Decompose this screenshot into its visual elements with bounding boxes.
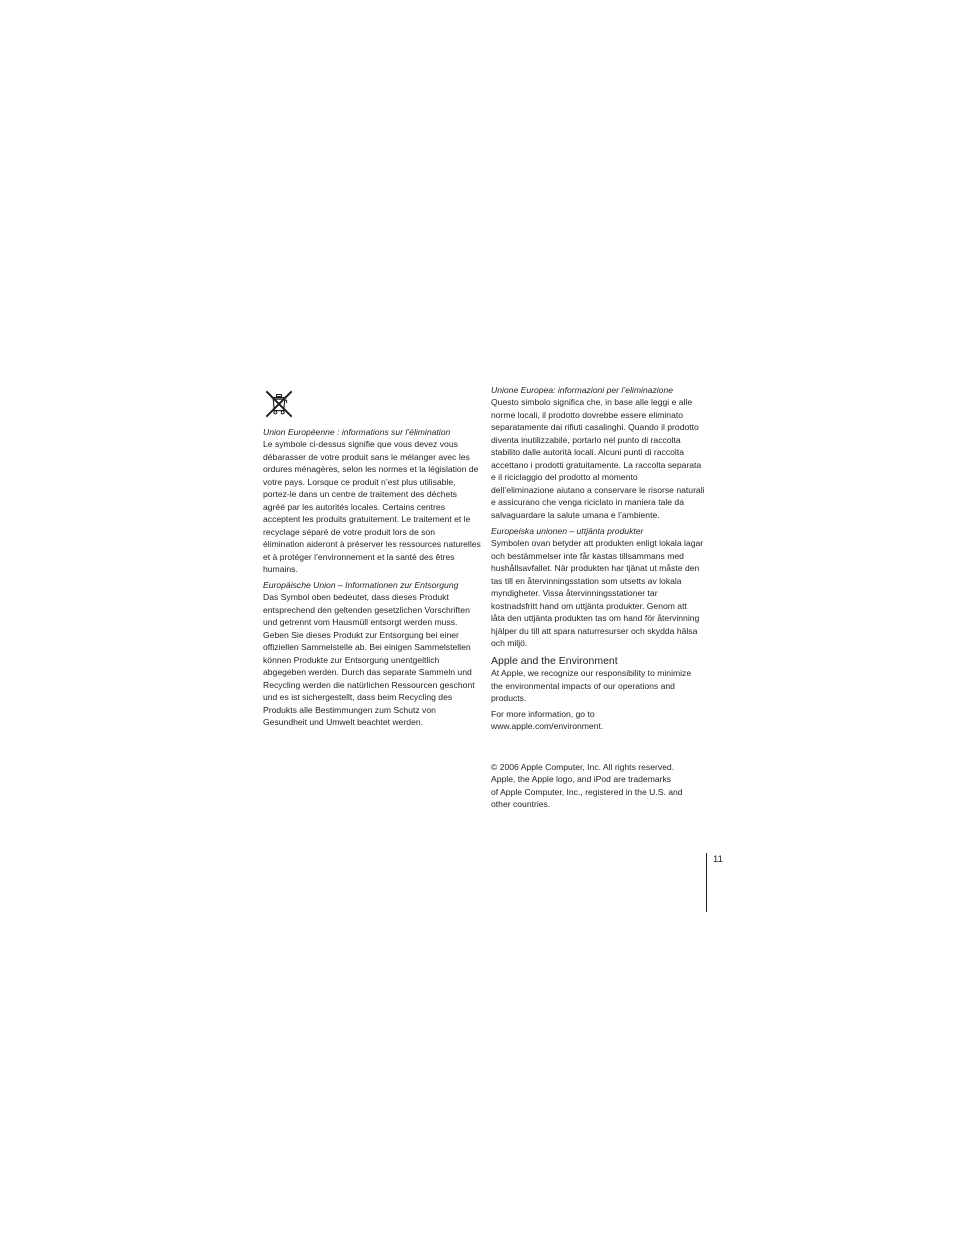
- text-line: und getrennt vom Hausmüll entsorgt werden muss.: [263, 617, 458, 628]
- text-line: och bestämmelser inte får kastas tillsammans med: [491, 550, 684, 561]
- section-heading: Union Européenne : informations sur l’élimination: [263, 426, 451, 437]
- environment-heading: Apple and the Environment: [491, 654, 618, 667]
- section-body: [491, 396, 705, 521]
- text-line: myndigheter. Vissa återvinningsstationer tar: [491, 588, 658, 599]
- text-line: the environmental impacts of our operations and: [491, 680, 675, 691]
- text-line: können Produkte zur Entsorgung unentgeltlich: [263, 654, 440, 665]
- text-line: Apple, the Apple logo, and iPod are trademarks: [491, 774, 672, 785]
- text-line: offiziellen Sammelstelle ab. Bei einigen Sammelstellen: [263, 642, 471, 653]
- text-line: recyclage séparé de votre produit lors de son: [263, 526, 435, 537]
- text-line: e il riciclaggio del prodotto al momento: [491, 472, 638, 483]
- more-information-body: [491, 708, 603, 733]
- section-eu-swedish: [491, 525, 703, 650]
- text-line: of Apple Computer, Inc., registered in the U.S. and: [491, 786, 683, 797]
- text-line: Gesundheit und Umwelt beachtet werden.: [263, 717, 424, 728]
- text-line: élimination aideront à préserver les ressources naturelles: [263, 539, 481, 550]
- section-heading: Europeiska unionen – uttjänta produkter: [491, 525, 644, 536]
- text-line: At Apple, we recognize our responsibility to minimize: [491, 668, 692, 679]
- text-line: et à protéger l’environnement et la santé des êtres: [263, 551, 455, 562]
- text-line: diventa inutilizzabile, portarlo nel punto di raccolta: [491, 434, 681, 445]
- text-line: accettano i prodotti gratuitamente. La raccolta separata: [491, 459, 702, 470]
- page-number: 11: [713, 853, 723, 865]
- text-line: separatamente dai rifiuti casalinghi. Quando il prodotto: [491, 422, 699, 433]
- text-line: humains.: [263, 564, 298, 575]
- text-line: © 2006 Apple Computer, Inc. All rights reserved.: [491, 761, 675, 772]
- text-line: Symbolen ovan betyder att produkten enligt lokala lagar: [491, 538, 704, 549]
- text-line: portez-le dans un centre de traitement des déchets: [263, 489, 457, 500]
- more-information: [491, 708, 603, 733]
- page-number-rule: [706, 853, 707, 912]
- text-line: salvaguardare la salute umana e l’ambiente.: [491, 509, 660, 520]
- text-line: stabilito dalle autorità locali. Alcuni punti di raccolta: [491, 447, 684, 458]
- text-line: débarasser de votre produit sans le mélanger avec les: [263, 451, 470, 462]
- text-line: abgegeben werden. Durch das separate Sammeln und: [263, 667, 472, 678]
- text-line: låta den uttjänta produkten tas om hand för återvinning: [491, 613, 700, 624]
- text-line: kostnadsfritt hand om uttjänta produkter. Genom att: [491, 600, 687, 611]
- text-line: other countries.: [491, 799, 551, 810]
- section-body: [491, 667, 691, 705]
- text-line: hushållsavfallet. När produkten har tjänat ut måste den: [491, 563, 700, 574]
- section-eu-italian: [491, 384, 705, 522]
- section-heading: Unione Europea: informazioni per l’eliminazione: [491, 384, 674, 395]
- copyright-notice: [491, 761, 683, 811]
- text-line: Recycling werden die natürlichen Ressourcen geschont: [263, 679, 475, 690]
- text-line: dell’eliminazione aiutano a conservare le risorse naturali: [491, 484, 705, 495]
- text-line: For more information, go to: [491, 708, 595, 719]
- section-body: [263, 591, 475, 729]
- text-line: entsprechend den geltenden gesetzlichen Vorschriften: [263, 604, 470, 615]
- section-body: [491, 537, 703, 650]
- text-line: e assicurano che venga riciclato in maniera tale da: [491, 497, 684, 508]
- section-apple-environment: [491, 655, 691, 705]
- section-eu-german: [263, 579, 475, 729]
- text-line: Questo simbolo significa che, in base alle leggi e alle: [491, 397, 693, 408]
- text-line: und es ist sichergestellt, dass beim Recycling des: [263, 692, 453, 703]
- section-heading: Europäische Union – Informationen zur Entsorgung: [263, 579, 459, 590]
- text-line: hjälper du till att spara naturresurser och skydda hälsa: [491, 625, 698, 636]
- text-line: Produkts alle Bestimmungen zum Schutz von: [263, 704, 436, 715]
- text-line: norme locali, il prodotto dovrebbe essere eliminato: [491, 409, 684, 420]
- section-eu-french: [263, 426, 481, 576]
- text-line: www.apple.com/environment.: [491, 721, 604, 732]
- text-line: Das Symbol oben bedeutet, dass dieses Produkt: [263, 592, 449, 603]
- text-line: ordures ménagères, selon les normes et la législation de: [263, 464, 479, 475]
- crossed-out-wheeled-bin-icon: [265, 390, 293, 418]
- text-line: acceptent les produits gratuitement. Le traitement et le: [263, 514, 471, 525]
- section-body: [263, 438, 481, 576]
- copyright-body: [491, 761, 683, 811]
- text-line: tas till en återvinningsstation som utsetts av lokala: [491, 575, 682, 586]
- text-line: Geben Sie dieses Produkt zur Entsorgung bei einer: [263, 629, 459, 640]
- text-line: agréé par les autorités locales. Certains centres: [263, 501, 445, 512]
- text-line: products.: [491, 693, 527, 704]
- text-line: och miljö.: [491, 638, 528, 649]
- text-line: votre pays. Lorsque ce produit n’est plus utilisable,: [263, 476, 456, 487]
- text-line: Le symbole ci-dessus signifie que vous devez vous: [263, 439, 458, 450]
